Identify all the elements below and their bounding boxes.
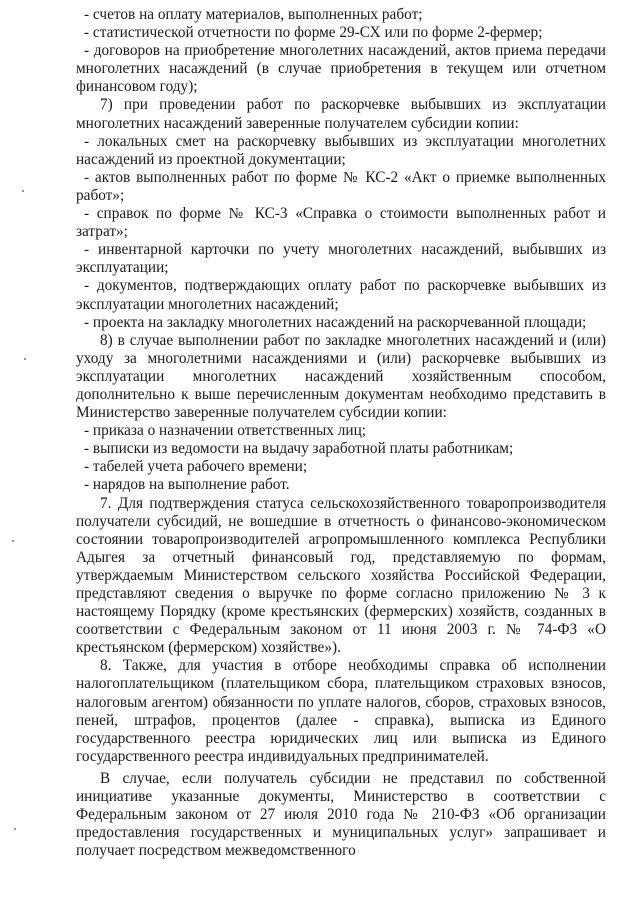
scan-speck: [24, 358, 26, 360]
scan-speck: [12, 540, 14, 542]
document-body: [76, 6, 606, 860]
list-item: - проекта на закладку многолетних насаждений на раскорчеванной площади;: [84, 313, 587, 331]
list-item: - приказа о назначении ответственных лиц;: [84, 422, 367, 440]
list-item: - справок по форме № КС-3 «Справка о стоимости выполненных работ и затрат»;: [76, 205, 606, 241]
paragraph: 7. Для подтверждения статуса сельскохозяйственного товаропроизводителя получатели субсидий, не вошедшие в отчетность о финансово-экономическом состоянии товаропроизводителей агропромышленного комплекса Республики Адыгея за отчетный финансовый год, представляемую по формам, утверждаемым Министерством сельского хозяйства Российской Федерации, представляют сведения о выручке по форме согласно приложению № 3 к настоящему Порядку (кроме крестьянских (фермерских) хозяйств, созданных в соответствии с Федеральным законом от 11 июня 2003 г. № 74-ФЗ «О крестьянском (фермерском) хозяйстве»).: [76, 494, 606, 657]
list-item: - выписки из ведомости на выдачу заработной платы работникам;: [84, 440, 514, 458]
list-item: - локальных смет на раскорчевку выбывших из эксплуатации многолетних насаждений из проектной документации;: [76, 132, 606, 168]
scan-speck: [14, 828, 16, 830]
list-item: - нарядов на выполнение работ.: [84, 476, 290, 494]
list-item: - актов выполненных работ по форме № КС-2 «Акт о приемке выполненных работ»;: [76, 168, 606, 204]
list-item: - договоров на приобретение многолетних насаждений, актов приема передачи многолетних насаждений (в случае приобретения в текущем или отчетном финансовом году);: [76, 42, 606, 96]
paragraph: В случае, если получатель субсидии не представил по собственной инициативе указанные документы, Министерство в соответствии с Федеральным законом от 27 июля 2010 года № 210-ФЗ «Об организации предоставления государственных и муниципальных услуг» запрашивает и получает посредством межведомственного: [76, 769, 606, 860]
list-item: - документов, подтверждающих оплату работ по раскорчевке выбывших из эксплуатации многолетних насаждений;: [76, 277, 606, 313]
list-item: - табелей учета рабочего времени;: [84, 458, 308, 476]
list-item: - счетов на оплату материалов, выполненных работ;: [84, 6, 423, 23]
list-item: - статистической отчетности по форме 29-СХ или по форме 2-фермер;: [84, 24, 543, 42]
scan-speck: [22, 190, 24, 192]
list-item: - инвентарной карточки по учету многолетних насаждений, выбывших из эксплуатации;: [76, 241, 606, 277]
paragraph: 8. Также, для участия в отборе необходимы справка об исполнении налогоплательщиком (плательщиком сбора, плательщиком страховых взносов, налоговым агентом) обязанности по уплате налогов, сборов, страховых взносов, пеней, штрафов, процентов (далее - справка), выписка из Единого государственного реестра юридических лиц или выписка из Единого государственного реестра индивидуальных предпринимателей.: [76, 657, 606, 765]
paragraph: 7) при проведении работ по раскорчевке выбывших из эксплуатации многолетних насаждений заверенные получателем субсидии копии:: [76, 96, 606, 132]
paragraph: 8) в случае выполнении работ по закладке многолетних насаждений и (или) уходу за многолетними насаждениями и (или) раскорчевке выбывших из эксплуатации многолетних насаждений хозяйственным способом, дополнительно к выше перечисленным документам необходимо представить в Министерство заверенные получателем субсидии копии:: [76, 331, 606, 422]
